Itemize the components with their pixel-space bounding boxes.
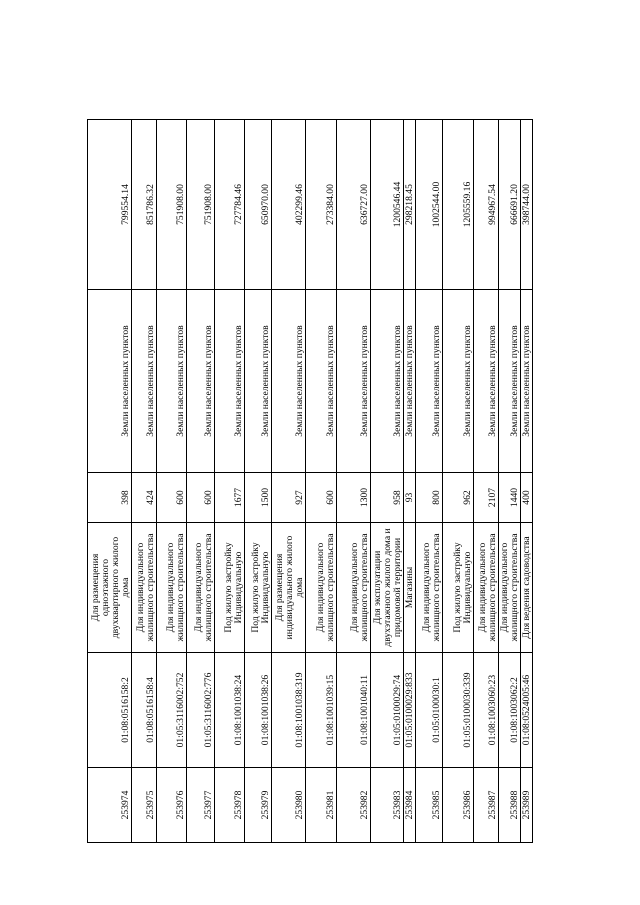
cadastral-number-cell: 01:08:1001040:11 (336, 653, 370, 768)
cadastral-number-cell: 01:05:0100030:339 (442, 653, 473, 768)
cadastral-value-cell: 751908.00 (156, 120, 186, 290)
cadastral-value-cell: 650970.00 (244, 120, 272, 290)
permitted-use-cell: Под жилую застройку Индивидуальную (214, 523, 244, 653)
permitted-use-cell: Для индивидуального жилищного строительства (416, 523, 443, 653)
table-row (371, 120, 404, 843)
table-row (521, 120, 533, 843)
area-cell: 962 (442, 473, 473, 523)
permitted-use-cell: Для эксплуатации двухэтажного жилого дома и придомовой территории (371, 523, 404, 653)
area-cell: 600 (305, 473, 336, 523)
land-category-cell: Земли населенных пунктов (336, 290, 370, 473)
row-number-cell: 253981 (305, 768, 336, 843)
cadastral-number-cell: 01:08:1001039:15 (305, 653, 336, 768)
table-row (473, 120, 498, 843)
cadastral-value-cell: 1200546.44 (371, 120, 404, 290)
row-number-cell: 253989 (521, 768, 533, 843)
permitted-use-cell: Под жилую застройку Индивидуальную (442, 523, 473, 653)
permitted-use-cell: Для размещения индивидуального жилого дома (272, 523, 305, 653)
row-number-cell: 253982 (336, 768, 370, 843)
cadastral-number-cell: 01:05:0100029:74 (371, 653, 404, 768)
cadastral-value-cell: 1205559.16 (442, 120, 473, 290)
row-number-cell: 253975 (131, 768, 156, 843)
table-row (131, 120, 156, 843)
table-row (272, 120, 305, 843)
cadastral-value-cell: 799554.14 (88, 120, 132, 290)
cadastral-number-cell: 01:05:3116002:752 (156, 653, 186, 768)
cadastral-number-cell: 01:08:1001038:24 (214, 653, 244, 768)
land-category-cell: Земли населенных пунктов (244, 290, 272, 473)
permitted-use-cell: Для индивидуального жилищного строительства (186, 523, 214, 653)
row-number-cell: 253979 (244, 768, 272, 843)
row-number-cell: 253980 (272, 768, 305, 843)
table-row (244, 120, 272, 843)
permitted-use-cell: Для индивидуального жилищного строительства (156, 523, 186, 653)
row-number-cell: 253986 (442, 768, 473, 843)
permitted-use-cell: Магазины (404, 523, 416, 653)
cadastral-value-cell: 994967.54 (473, 120, 498, 290)
land-category-cell: Земли населенных пунктов (498, 290, 521, 473)
land-category-cell: Земли населенных пунктов (442, 290, 473, 473)
cadastral-value-cell: 298218.45 (404, 120, 416, 290)
cadastral-number-cell: 01:05:0100029:833 (404, 653, 416, 768)
cadastral-value-cell: 273384.00 (305, 120, 336, 290)
permitted-use-cell: Для ведения садоводства (521, 523, 533, 653)
permitted-use-cell: Для индивидуального жилищного строительства (473, 523, 498, 653)
cadastral-value-cell: 851786.32 (131, 120, 156, 290)
cadastral-number-cell: 01:08:1003060:23 (473, 653, 498, 768)
cadastral-number-cell: 01:05:3116002:776 (186, 653, 214, 768)
row-number-cell: 253978 (214, 768, 244, 843)
land-category-cell: Земли населенных пунктов (416, 290, 443, 473)
table-row (498, 120, 521, 843)
cadastral-number-cell: 01:08:0516158:2 (88, 653, 132, 768)
cadastral-value-cell: 666691.20 (498, 120, 521, 290)
land-category-cell: Земли населенных пунктов (214, 290, 244, 473)
area-cell: 800 (416, 473, 443, 523)
row-number-cell: 253987 (473, 768, 498, 843)
permitted-use-cell: Для размещения одноэтажного двухквартирного жилого дома (88, 523, 132, 653)
land-category-cell: Земли населенных пунктов (186, 290, 214, 473)
cadastral-value-cell: 636727.00 (336, 120, 370, 290)
row-number-cell: 253985 (416, 768, 443, 843)
land-category-cell: Земли населенных пунктов (156, 290, 186, 473)
area-cell: 927 (272, 473, 305, 523)
land-category-cell: Земли населенных пунктов (473, 290, 498, 473)
cadastral-value-cell: 727784.46 (214, 120, 244, 290)
land-category-cell: Земли населенных пунктов (404, 290, 416, 473)
area-cell: 93 (404, 473, 416, 523)
permitted-use-cell: Для индивидуального жилищного строительства (336, 523, 370, 653)
cadastral-number-cell: 01:08:1001038:26 (244, 653, 272, 768)
table-row (442, 120, 473, 843)
area-cell: 398 (88, 473, 132, 523)
area-cell: 2107 (473, 473, 498, 523)
table-row (336, 120, 370, 843)
cadastral-number-cell: 01:08:0516158:4 (131, 653, 156, 768)
cadastral-number-cell: 01:08:1003062:2 (498, 653, 521, 768)
table-row (305, 120, 336, 843)
land-category-cell: Земли населенных пунктов (88, 290, 132, 473)
cadastral-value-cell: 751908.00 (186, 120, 214, 290)
cadastral-value-cell: 398744.00 (521, 120, 533, 290)
cadastral-value-cell: 402299.46 (272, 120, 305, 290)
row-number-cell: 253976 (156, 768, 186, 843)
cadastral-number-cell: 01:08:0524005:46 (521, 653, 533, 768)
permitted-use-cell: Под жилую застройку Индивидуальную (244, 523, 272, 653)
row-number-cell: 253977 (186, 768, 214, 843)
area-cell: 424 (131, 473, 156, 523)
area-cell: 958 (371, 473, 404, 523)
land-category-cell: Земли населенных пунктов (521, 290, 533, 473)
land-category-cell: Земли населенных пунктов (371, 290, 404, 473)
table-body (88, 120, 533, 843)
area-cell: 1677 (214, 473, 244, 523)
table-row (156, 120, 186, 843)
rotated-table-area (87, 120, 533, 843)
permitted-use-cell: Для индивидуального жилищного строительства (131, 523, 156, 653)
cadastral-number-cell: 01:05:0100030:1 (416, 653, 443, 768)
table-wrapper (87, 120, 533, 843)
permitted-use-cell: Для индивидуального жилищного строительства (498, 523, 521, 653)
land-category-cell: Земли населенных пунктов (272, 290, 305, 473)
cadastral-value-cell: 1002544.00 (416, 120, 443, 290)
land-category-cell: Земли населенных пунктов (131, 290, 156, 473)
area-cell: 400 (521, 473, 533, 523)
row-number-cell: 253974 (88, 768, 132, 843)
row-number-cell: 253983 (371, 768, 404, 843)
land-plots-table (87, 119, 533, 843)
area-cell: 600 (156, 473, 186, 523)
table-row (186, 120, 214, 843)
area-cell: 1500 (244, 473, 272, 523)
table-row (88, 120, 132, 843)
area-cell: 600 (186, 473, 214, 523)
table-row (214, 120, 244, 843)
row-number-cell: 253988 (498, 768, 521, 843)
area-cell: 1300 (336, 473, 370, 523)
area-cell: 1440 (498, 473, 521, 523)
row-number-cell: 253984 (404, 768, 416, 843)
permitted-use-cell: Для индивидуального жилищного строительства (305, 523, 336, 653)
cadastral-number-cell: 01:08:1001038:319 (272, 653, 305, 768)
table-row (416, 120, 443, 843)
land-category-cell: Земли населенных пунктов (305, 290, 336, 473)
table-row (404, 120, 416, 843)
